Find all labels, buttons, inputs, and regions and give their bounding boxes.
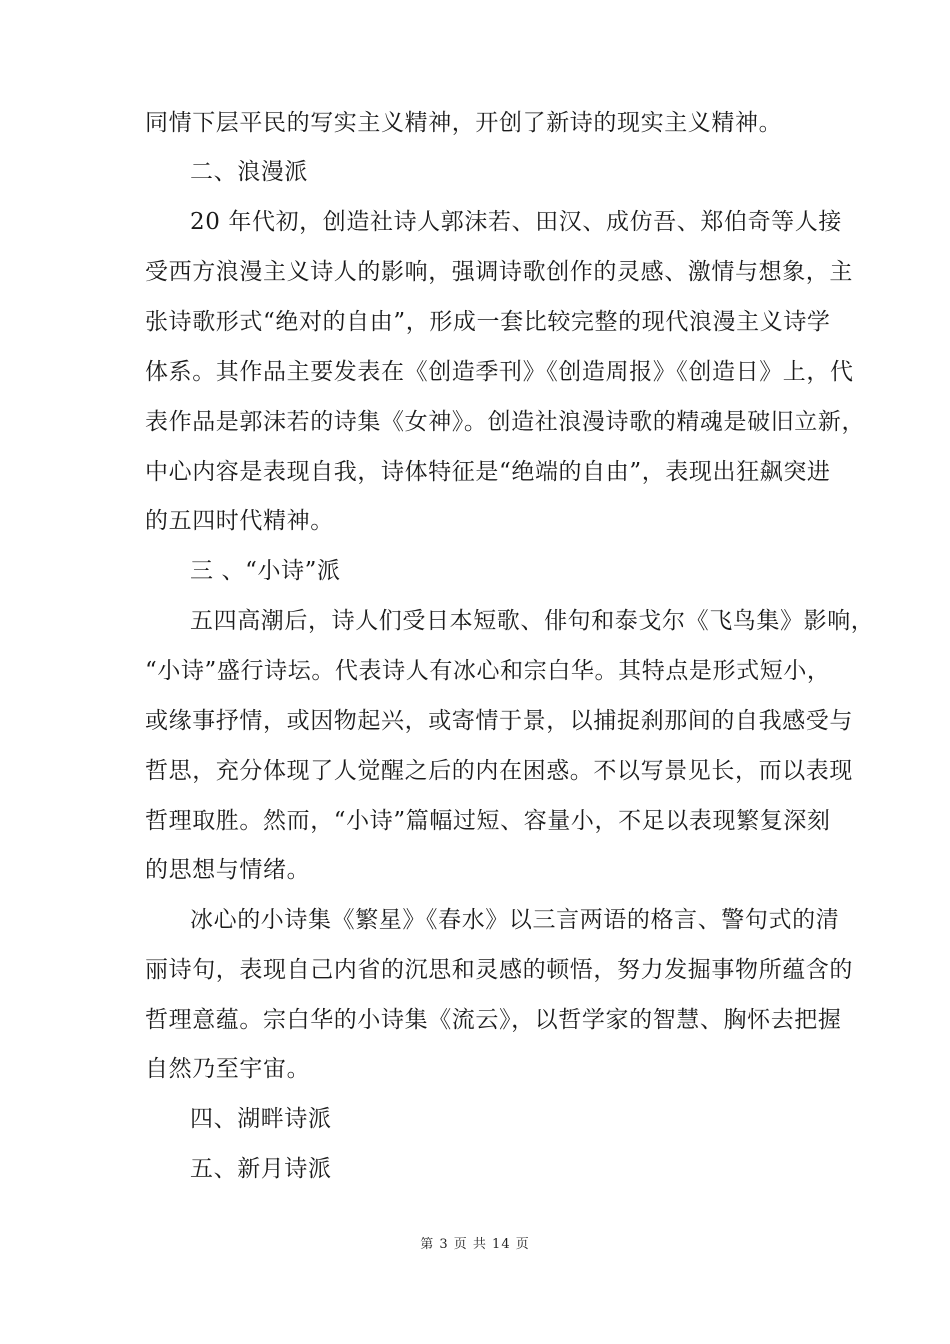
paragraph-first-line: 冰心的小诗集《繁星》《春水》以三言两语的格言、警句式的清 — [190, 907, 840, 933]
paragraph-first-line: 20 年代初，创造社诗人郭沫若、田汉、成仿吾、郑伯奇等人接 — [190, 209, 842, 235]
body-text-line: 体系。其作品主要发表在《创造季刊》《创造周报》《创造日》上，代 — [145, 359, 854, 385]
section-heading: 四、湖畔诗派 — [190, 1106, 332, 1132]
section-heading: 二、浪漫派 — [190, 159, 308, 185]
body-text-line: 中心内容是表现自我，诗体特征是“绝端的自由”，表现出狂飙突进 — [145, 459, 831, 485]
body-text-line: 自然乃至宇宙。 — [145, 1056, 311, 1082]
section-heading: 五、新月诗派 — [190, 1156, 332, 1182]
body-text-line: 哲理取胜。然而，“小诗”篇幅过短、容量小，不足以表现繁复深刻 — [145, 808, 831, 834]
body-text-line: 丽诗句，表现自己内省的沉思和灵感的顿悟，努力发掘事物所蕴含的 — [145, 957, 853, 983]
body-text-line: 哲理意蕴。宗白华的小诗集《流云》，以哲学家的智慧、胸怀去把握 — [145, 1007, 842, 1033]
body-text-line: 受西方浪漫主义诗人的影响，强调诗歌创作的灵感、激情与想象，主 — [145, 259, 853, 285]
paragraph-first-line: 五四高潮后，诗人们受日本短歌、俳句和泰戈尔《飞鸟集》影响， — [190, 608, 875, 634]
body-text-line: 或缘事抒情，或因物起兴，或寄情于景，以捕捉刹那间的自我感受与 — [145, 708, 853, 734]
body-text-line: 张诗歌形式“绝对的自由”，形成一套比较完整的现代浪漫主义诗学 — [145, 309, 831, 335]
body-text-line: 哲思，充分体现了人觉醒之后的内在困惑。不以写景见长，而以表现 — [145, 758, 853, 784]
body-text-line: 表作品是郭沫若的诗集《女神》。创造社浪漫诗歌的精魂是破旧立新， — [145, 409, 866, 435]
body-text-line: “小诗”盛行诗坛。代表诗人有冰心和宗白华。其特点是形式短小， — [145, 658, 831, 684]
body-text-line: 的五四时代精神。 — [145, 508, 334, 534]
page-number-footer: 第 3 页 共 14 页 — [420, 1237, 530, 1252]
body-text-line: 同情下层平民的写实主义精神，开创了新诗的现实主义精神。 — [145, 110, 783, 136]
section-heading: 三 、“小诗”派 — [190, 558, 341, 584]
body-text-line: 的思想与情绪。 — [145, 857, 311, 883]
